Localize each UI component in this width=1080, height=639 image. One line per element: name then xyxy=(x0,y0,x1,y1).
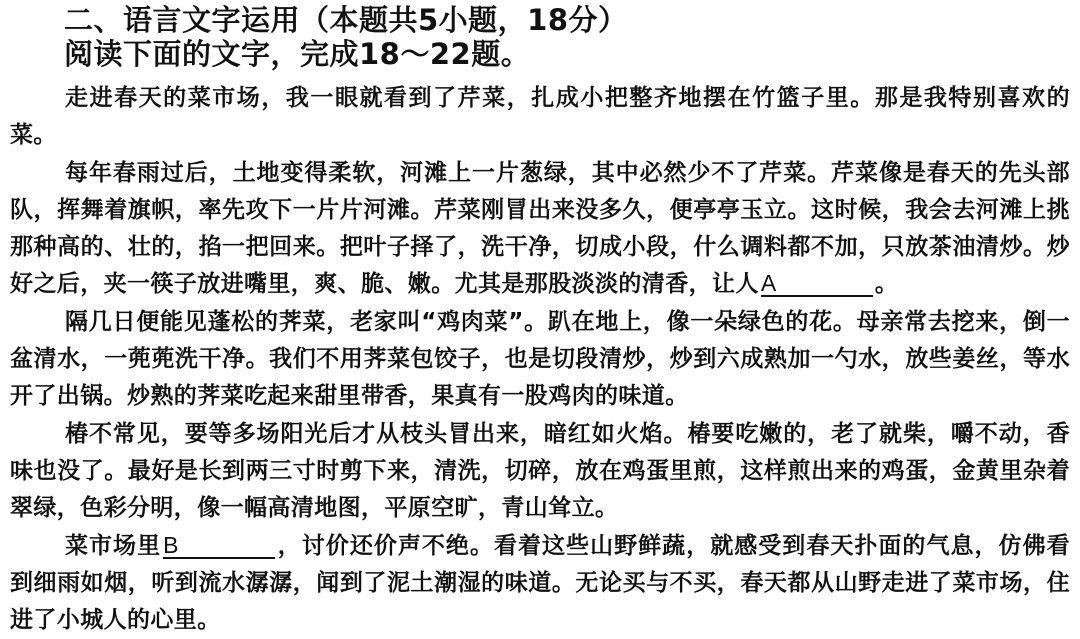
paragraph-5-text: ，讨价还价声不绝。看着这些山野鲜蔬，就感受到春天扑面的气息，仿佛看到细雨如烟，听到流水潺潺，闻到了泥土潮湿的味道。无论买与不买，春天都从山野走进了菜市场，住进了小城人的心里。 xyxy=(10,532,1070,634)
paragraph-2-text: 每年春雨过后，土地变得柔软，河滩上一片葱绿，其中必然少不了芹菜。芹菜像是春天的先头部队，挥舞着旗帜，率先攻下一片片河滩。芹菜刚冒出来没多久，便亭亭玉立。这时候，我会去河滩上挑那种高的、壮的，掐一把回来。把叶子择了，洗干净，切成小段，什么调料都不加，只放茶油清炒。炒好之后，夹一筷子放进嘴里，爽、脆、嫩。尤其是那股淡淡的清香，让人 xyxy=(10,159,1070,298)
passage-paragraph-4 xyxy=(10,416,1070,528)
passage-paragraph-2 xyxy=(10,155,1070,304)
passage-paragraph-5 xyxy=(10,528,1070,639)
section-title: 二、语言文字运用（本题共5小题，18分） xyxy=(64,3,628,37)
paragraph-4-text: 椿不常见，要等多场阳光后才从枝头冒出来，暗红如火焰。椿要吃嫩的，老了就柴，嚼不动，香味也没了。最好是长到两三寸时剪下来，清洗，切碎，放在鸡蛋里煎，这样煎出来的鸡蛋，金黄里杂着翠绿，色彩分明，像一幅高清地图，平原空旷，青山耸立。 xyxy=(10,420,1070,522)
paragraph-1-text: 走进春天的菜市场，我一眼就看到了芹菜，扎成小把整齐地摆在竹篮子里。那是我特别喜欢的菜。 xyxy=(10,85,1070,149)
passage-paragraph-3 xyxy=(10,304,1070,416)
passage-paragraph-1 xyxy=(10,80,1070,155)
blank-b: B xyxy=(163,533,275,559)
paragraph-5-start: 菜市场里 xyxy=(65,532,162,559)
blank-a: A xyxy=(761,271,873,297)
instruction-text: 阅读下面的文字，完成18～22题。 xyxy=(64,37,531,71)
reading-passage xyxy=(10,80,1070,639)
paragraph-3-text: 隔几日便能见蓬松的荠菜，老家叫“鸡肉菜”。趴在地上，像一朵绿色的花。母亲常去挖来，倒一盆清水，一蔸蔸洗干净。我们不用荠菜包饺子，也是切段清炒，炒到六成熟加一勺水，放些姜丝，等水开了出锅。炒熟的荠菜吃起来甜里带香，果真有一股鸡肉的味道。 xyxy=(10,308,1070,410)
paragraph-2-end: 。 xyxy=(874,271,899,298)
